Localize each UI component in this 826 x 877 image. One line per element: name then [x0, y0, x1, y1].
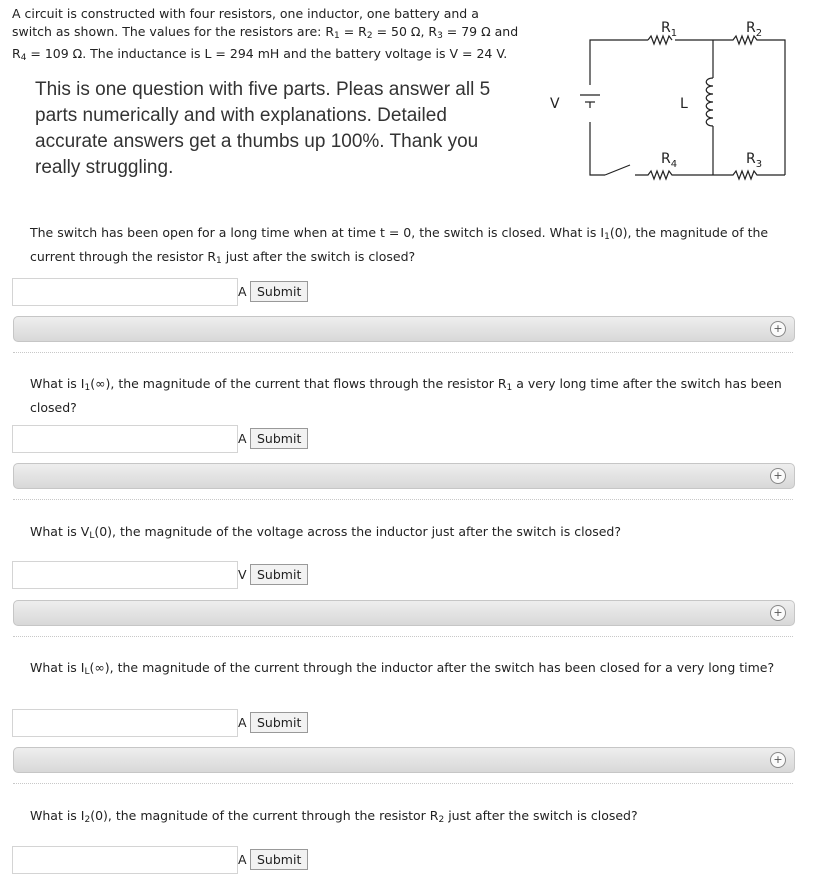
subscript: 3 — [437, 31, 443, 41]
divider — [13, 352, 793, 353]
resistor-r1 — [648, 36, 672, 44]
subscript: 2 — [366, 31, 373, 41]
battery-label: V — [550, 96, 560, 112]
student-plea: This is one question with five parts. Pleas answer all 5 parts numerically and with explanations. Detailed accurate answers get a thumbs up 100%. Thank you really struggling. — [35, 79, 491, 178]
plus-circle-icon[interactable]: + — [770, 468, 786, 484]
divider — [13, 636, 793, 637]
switch — [605, 165, 630, 175]
wire — [590, 40, 648, 85]
subscript: 1 — [334, 31, 340, 41]
answer-input-3[interactable] — [12, 561, 238, 589]
unit-label: A — [238, 852, 247, 867]
r4-label: $R_4$ — [661, 151, 678, 170]
divider — [13, 499, 793, 500]
hint-bar-1[interactable] — [13, 316, 795, 342]
submit-button-2[interactable]: Submit — [250, 428, 308, 449]
inductor — [706, 78, 713, 126]
resistor-r4 — [635, 171, 713, 179]
unit-label: A — [238, 284, 247, 299]
problem-intro — [12, 5, 532, 67]
intro-line: switch as shown. The values for the resistors are: R — [12, 24, 335, 39]
unit-label: V — [238, 567, 247, 582]
submit-button-5[interactable]: Submit — [250, 849, 308, 870]
hint-bar-4[interactable] — [13, 747, 795, 773]
submit-button-3[interactable]: Submit — [250, 564, 308, 585]
question-part-5: What is $I_2(0)$, the magnitude of the current through the resistor $R_2$ just after the switch is closed? — [30, 808, 638, 825]
submit-button-1[interactable]: Submit — [250, 281, 308, 302]
subscript: 4 — [20, 53, 27, 63]
answer-input-4[interactable] — [12, 709, 238, 737]
intro-line: A circuit is constructed with four resistors, one inductor, one battery and a — [12, 6, 479, 21]
divider — [13, 783, 793, 784]
intro-text: = 50 Ω, R — [372, 24, 438, 39]
question-part-1: The switch has been open for a long time when at time t = 0, the switch is closed. What is $I_1(0)$, the magnitude of the current through the resistor $R_1$ just after the switch is closed? — [30, 225, 769, 266]
unit-label: A — [238, 715, 247, 730]
r1-label: $R_1$ — [661, 20, 678, 39]
intro-line: R — [12, 46, 21, 61]
plus-circle-icon[interactable]: + — [770, 605, 786, 621]
plus-circle-icon[interactable]: + — [770, 321, 786, 337]
intro-text: = 109 Ω. The inductance is L = 294 mH and the battery voltage is V = 24 V. — [26, 46, 508, 61]
question-part-3: What is $V_L(0)$, the magnitude of the voltage across the inductor just after the switch is closed? — [30, 524, 621, 541]
hint-bar-3[interactable] — [13, 600, 795, 626]
wire — [590, 122, 605, 175]
submit-button-4[interactable]: Submit — [250, 712, 308, 733]
answer-input-1[interactable] — [12, 278, 238, 306]
circuit-diagram — [545, 10, 795, 185]
hint-bar-2[interactable] — [13, 463, 795, 489]
r3-label: $R_3$ — [746, 151, 763, 170]
unit-label: A — [238, 431, 247, 446]
r2-label: $R_2$ — [746, 20, 763, 39]
question-part-4: What is $I_L(\infty)$, the magnitude of the current through the inductor after the switch has been closed for a very long time? — [30, 660, 775, 677]
intro-text: = R — [339, 24, 367, 39]
question-part-2: What is $I_1(\infty)$, the magnitude of the current that flows through the resistor $R_1$ a very long time after the switch has been closed? — [30, 376, 782, 415]
intro-text: = 79 Ω and — [442, 24, 519, 39]
answer-input-2[interactable] — [12, 425, 238, 453]
resistor-r3 — [713, 171, 785, 179]
answer-input-5[interactable] — [12, 846, 238, 874]
inductor-label: L — [680, 96, 688, 112]
plus-circle-icon[interactable]: + — [770, 752, 786, 768]
